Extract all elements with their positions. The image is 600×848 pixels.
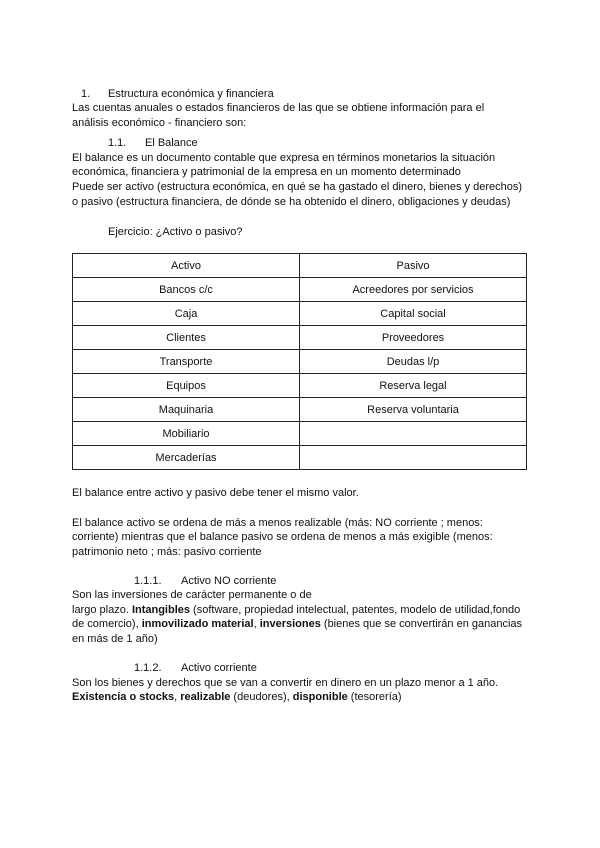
inversiones-term: inversiones xyxy=(259,618,321,630)
balance-text-line-4: o pasivo (estructura financiera, de dónde se ha obtenido el dinero, obligaciones y deudas) xyxy=(72,196,511,208)
section-1-number: 1. xyxy=(81,88,91,100)
activo-cell: Maquinaria xyxy=(73,398,300,422)
activo-no-corriente-line-2 xyxy=(72,603,520,617)
table-row xyxy=(73,374,527,398)
table-row xyxy=(73,446,527,470)
section-1-1-title: El Balance xyxy=(145,137,198,149)
activo-cell: Equipos xyxy=(73,374,300,398)
exercise-label: Ejercicio: ¿Activo o pasivo? xyxy=(108,226,243,238)
activo-cell: Clientes xyxy=(73,326,300,350)
intro-line-2: análisis económico - financiero son: xyxy=(72,117,247,129)
table-row xyxy=(73,302,527,326)
table-header-row xyxy=(73,254,527,278)
intro-line-1: Las cuentas anuales o estados financieros de las que se obtiene información para el xyxy=(72,102,485,114)
balance-text-line-2: económica, financiera y patrimonial de la empresa en un momento determinado xyxy=(72,166,461,178)
line-text: (deudores), xyxy=(230,691,293,703)
section-1-1-2-heading xyxy=(134,661,257,675)
pasivo-cell: Proveedores xyxy=(300,326,527,350)
activo-no-corriente-line-3 xyxy=(72,617,522,631)
line-text: de comercio), xyxy=(72,618,142,630)
section-1-title: Estructura económica y financiera xyxy=(108,88,274,100)
section-1-1-1-heading xyxy=(134,574,276,588)
line-text: largo plazo. xyxy=(72,604,132,616)
section-1-heading xyxy=(81,87,274,101)
table-row xyxy=(73,350,527,374)
inmovilizado-term: inmovilizado material xyxy=(141,618,254,630)
balance-text-line-3: Puede ser activo (estructura económica, en qué se ha gastado el dinero, bienes y derechos) xyxy=(72,181,523,193)
order-text-line-2: corriente) mientras que el balance pasivo se ordena de menos a más exigible (menos: xyxy=(72,531,493,543)
activo-corriente-line-2 xyxy=(72,690,402,704)
pasivo-cell: Reserva legal xyxy=(300,374,527,398)
pasivo-cell xyxy=(300,422,527,446)
section-1-1-2-number: 1.1.2. xyxy=(134,662,162,674)
section-1-1-1-title: Activo NO corriente xyxy=(181,575,277,587)
realizable-term: realizable xyxy=(180,691,231,703)
order-text-line-3: patrimonio neto ; más: pasivo corriente xyxy=(72,546,262,558)
pasivo-cell: Reserva voluntaria xyxy=(300,398,527,422)
line-text: (software, propiedad intelectual, patentes, modelo de utilidad,fondo xyxy=(190,604,521,616)
equal-value-text: El balance entre activo y pasivo debe tener el mismo valor. xyxy=(72,487,359,499)
activo-cell: Transporte xyxy=(73,350,300,374)
pasivo-cell: Capital social xyxy=(300,302,527,326)
pasivo-cell xyxy=(300,446,527,470)
pasivo-cell: Deudas l/p xyxy=(300,350,527,374)
table-row xyxy=(73,278,527,302)
line-text: (bienes que se convertirán en ganancias xyxy=(320,618,523,630)
table-row xyxy=(73,398,527,422)
order-text-line-1: El balance activo se ordena de más a menos realizable (más: NO corriente ; menos: xyxy=(72,517,483,529)
activo-no-corriente-line-1: Son las inversiones de carácter permanente o de xyxy=(72,589,312,601)
line-text: , xyxy=(253,618,260,630)
table-row xyxy=(73,422,527,446)
intangibles-term: Intangibles xyxy=(131,604,190,616)
section-1-1-2-title: Activo corriente xyxy=(181,662,257,674)
section-1-1-1-number: 1.1.1. xyxy=(134,575,162,587)
section-1-1-heading xyxy=(108,136,198,150)
table-row xyxy=(73,326,527,350)
existencias-term: Existencia o stocks xyxy=(72,691,175,703)
activo-no-corriente-line-4: en más de 1 año) xyxy=(72,633,158,645)
activo-pasivo-table xyxy=(72,253,527,470)
disponible-term: disponible xyxy=(292,691,348,703)
activo-corriente-line-1: Son los bienes y derechos que se van a convertir en dinero en un plazo menor a 1 año. xyxy=(72,677,499,689)
pasivo-cell: Acreedores por servicios xyxy=(300,278,527,302)
activo-cell: Mobiliario xyxy=(73,422,300,446)
header-pasivo: Pasivo xyxy=(300,254,527,278)
header-activo: Activo xyxy=(73,254,300,278)
section-1-1-number: 1.1. xyxy=(108,137,127,149)
line-text: (tesorería) xyxy=(347,691,402,703)
balance-text-line-1: El balance es un documento contable que expresa en términos monetarios la situación xyxy=(72,152,496,164)
activo-cell: Mercaderías xyxy=(73,446,300,470)
line-text: , xyxy=(174,691,181,703)
activo-cell: Caja xyxy=(73,302,300,326)
activo-cell: Bancos c/c xyxy=(73,278,300,302)
